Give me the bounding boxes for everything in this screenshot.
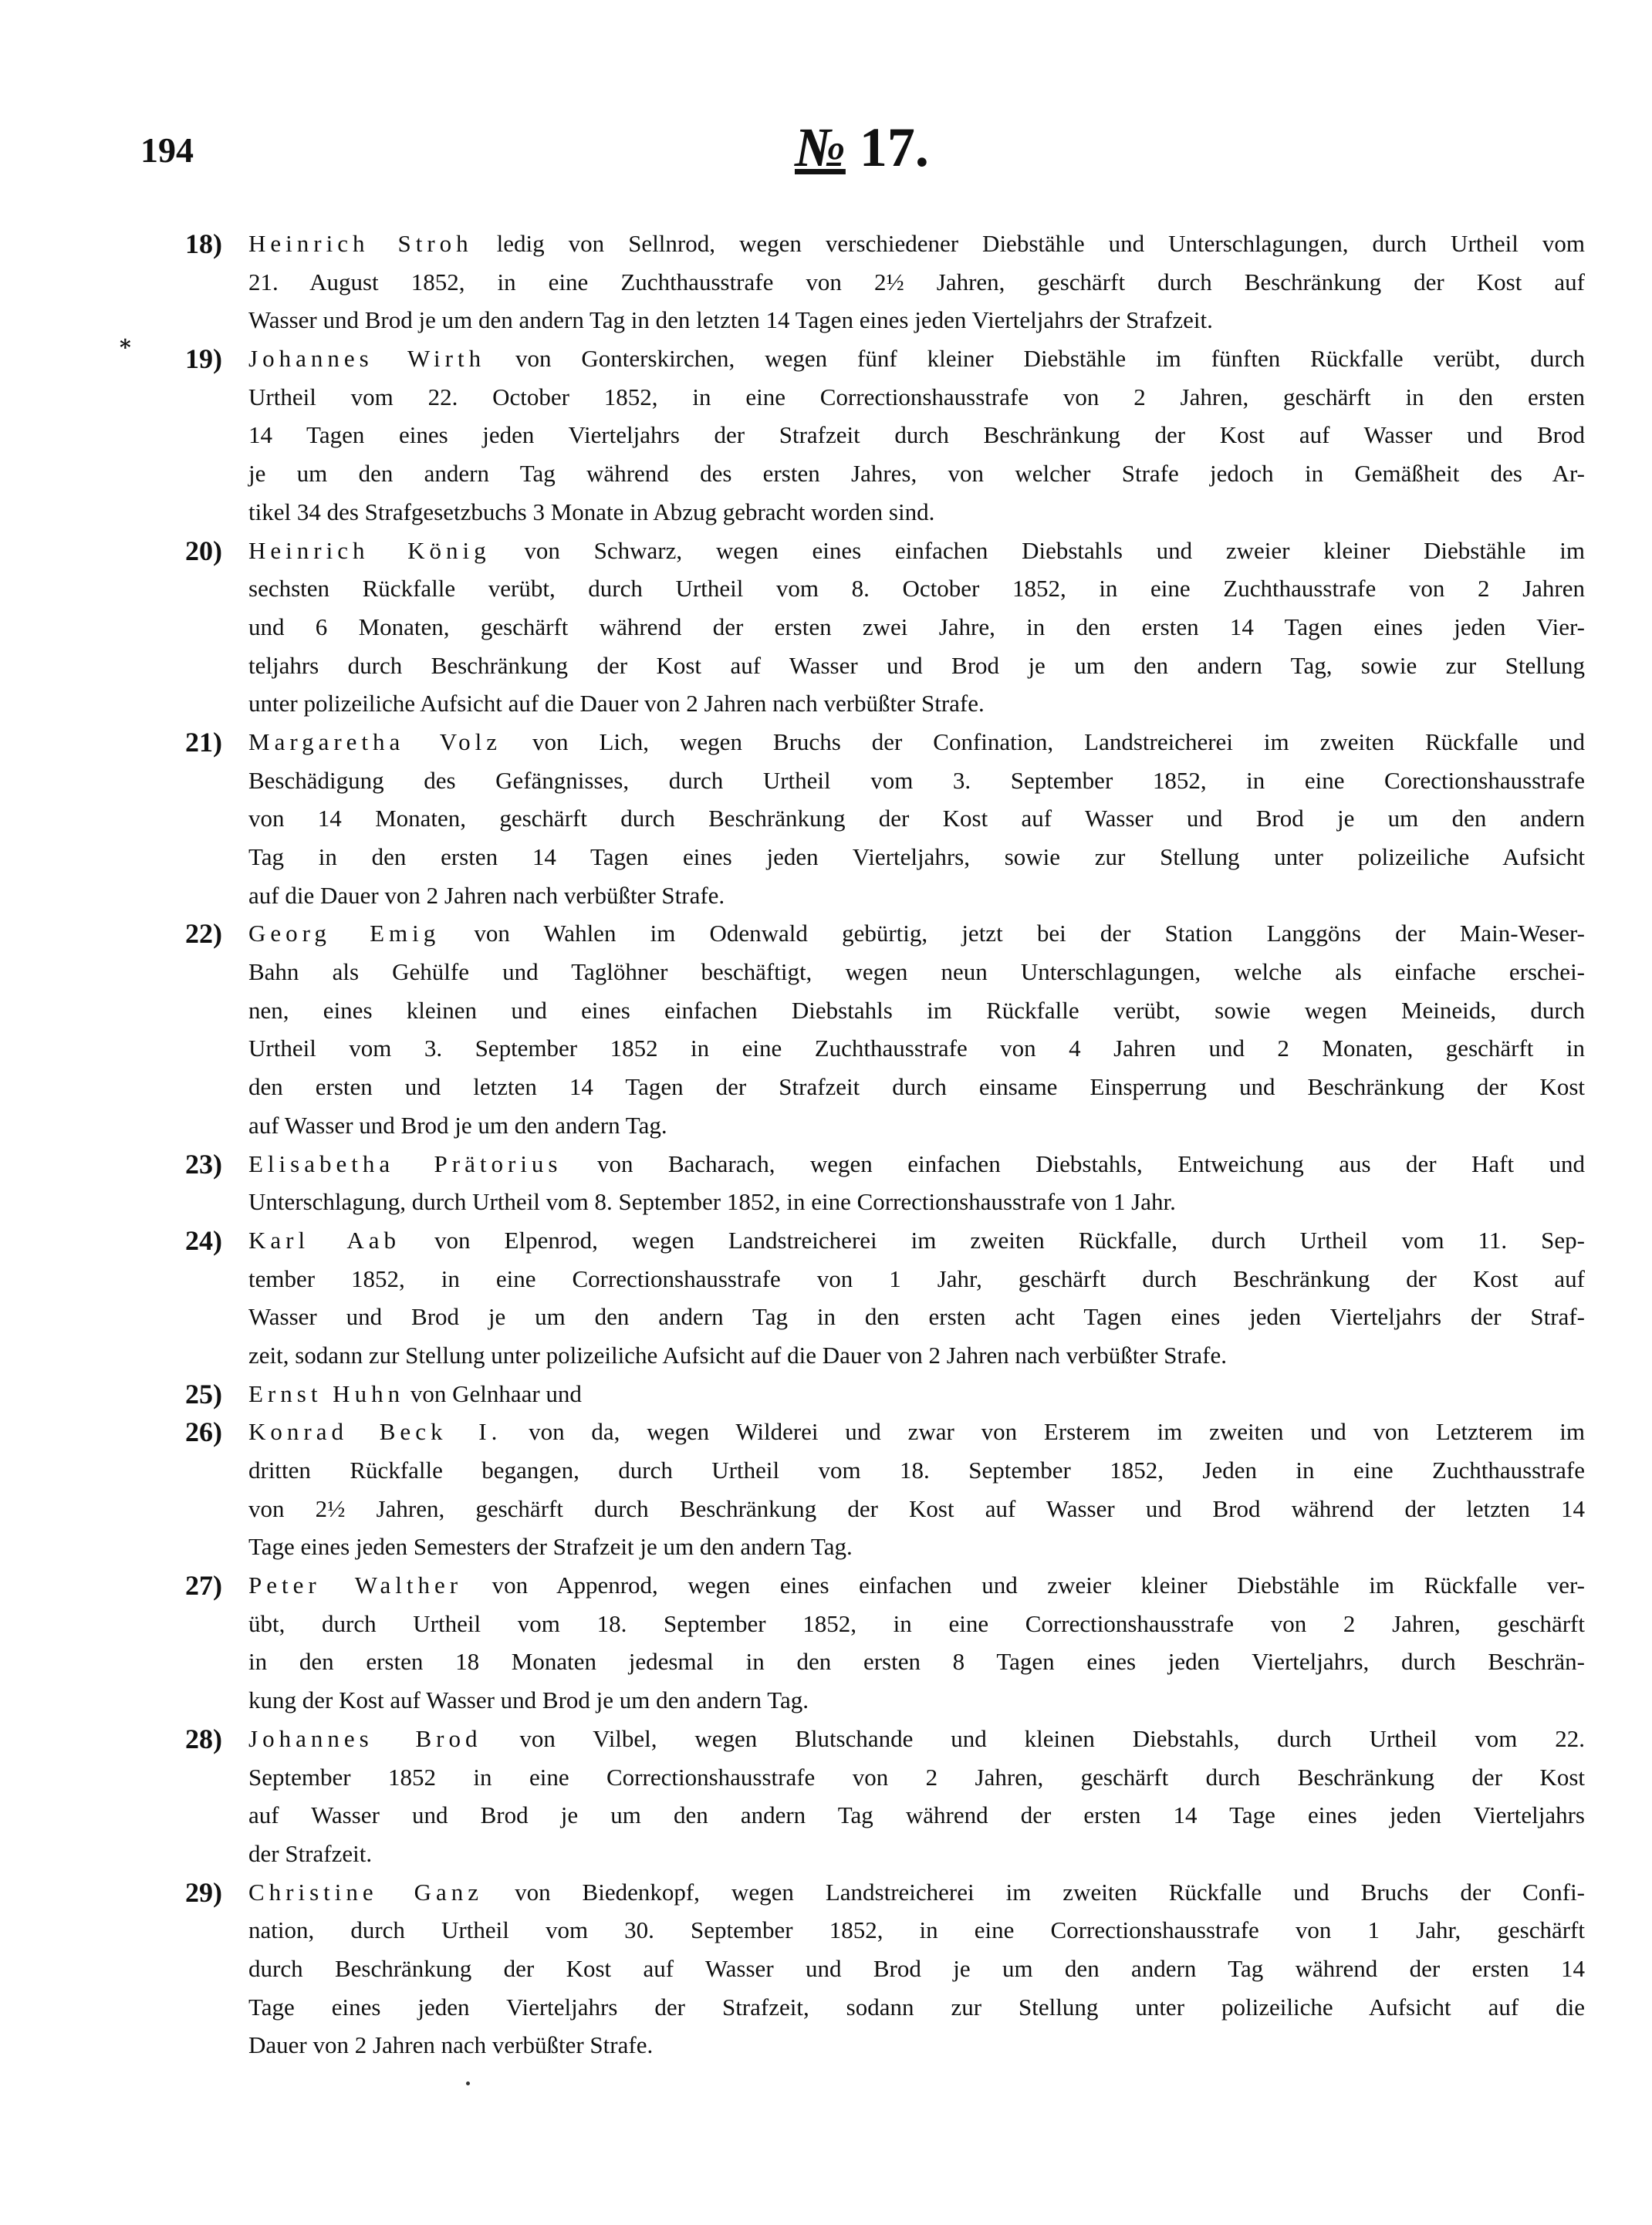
entry-text: von Vilbel, wegen Blutschande und kleinen Diebstahls, durch Urtheil vom 22. [519,1724,1585,1752]
person-name: Johannes Brod [248,1724,482,1752]
entry-text: von Gonterskirchen, wegen fünf kleiner Diebstähle im fünften Rückfalle verübt, durch [515,345,1585,373]
entry-line [248,1605,1585,1643]
entry-number: 18) [185,228,222,259]
entry-line [248,1451,1585,1490]
entry-text: übt, durch Urtheil vom 18. September 1852, in eine Correctionshausstrafe von 2 Jahren, geschärft [248,1609,1585,1637]
entry-text: tikel 34 des Strafgesetzbuchs 3 Monate in Abzug gebracht worden sind. [248,498,935,525]
entry-line [248,225,1585,263]
person-name: Konrad Beck I. [248,1418,502,1446]
entry-text: von Bacharach, wegen einfachen Diebstahls, Entweichung aus der Haft und [596,1150,1586,1177]
entry-text: von Lich, wegen Bruchs der Confination, Landstreicherei im zweiten Rückfalle und [532,728,1586,755]
entry-line [248,1988,1585,2027]
entry-line [248,838,1585,876]
entry-line [248,1528,1585,1566]
entry-number: 27) [185,1570,222,1602]
person-name: Karl Aab [248,1226,401,1254]
entry-line [248,532,1585,570]
page-number: 194 [140,130,194,170]
entry-text: von Biedenkopf, wegen Landstreicherei im zweiten Rückfalle und Bruchs der Confi- [515,1878,1586,1906]
entry-text: Tag in den ersten 14 Tagen eines jeden Vierteljahrs, sowie zur Stellung unter polizeiliche Aufsicht [248,843,1585,870]
entry-text: Urtheil vom 3. September 1852 in eine Zuchthausstrafe von 4 Jahren und 2 Monaten, geschärft in [248,1035,1585,1062]
print-speck [466,2082,470,2085]
entry-line [248,991,1585,1030]
entry-line [248,684,1585,723]
entry-text: Wasser und Brod je um den andern Tag in den ersten acht Tagen eines jeden Vierteljahrs der Straf- [248,1303,1585,1331]
list-item [0,1720,1652,1873]
entry-text: von da, wegen Wilderei und zwar von Ersterem im zweiten und von Letzterem im [529,1418,1585,1446]
person-name: Ernst Huhn [248,1379,405,1407]
entry-text: Urtheil vom 22. October 1852, in eine Correctionshausstrafe von 2 Jahren, geschärft in den ersten [248,383,1585,410]
list-item [0,1375,1652,1413]
entry-text: September 1852 in eine Correctionshausstrafe von 2 Jahren, geschärft durch Beschränkung der Kost [248,1763,1585,1791]
entry-number: 20) [185,535,222,566]
entry-line [248,1068,1585,1106]
person-name: Heinrich Stroh [248,230,473,257]
person-name: Georg Emig [248,920,441,947]
entry-line [248,378,1585,417]
issue-number-value: 17. [859,116,929,178]
entry-line [248,1950,1585,1988]
entry-mark: * [120,335,131,361]
entry-text: Dauer von 2 Jahren nach verbüßter Strafe. [248,2031,654,2059]
entry-line [248,799,1585,838]
list-item [0,1413,1652,1566]
issue-number [795,116,929,180]
entry-line [248,1720,1585,1758]
entry-text: dritten Rückfalle begangen, durch Urtheil vom 18. September 1852, Jeden in eine Zuchthausstrafe [248,1457,1585,1484]
entry-line [248,339,1585,378]
entry-text: unter polizeiliche Aufsicht auf die Dauer von 2 Jahren nach verbüßter Strafe. [248,690,985,717]
entry-text: und 6 Monaten, geschärft während der ersten zwei Jahre, in den ersten 14 Tagen eines jeden Vier- [248,613,1585,640]
entry-line [248,1566,1585,1605]
list-item [0,723,1652,914]
entry-line [248,493,1585,532]
entry-line [248,876,1585,915]
issue-prefix: № [795,116,846,178]
entry-line [248,569,1585,608]
entry-line [248,1375,1585,1413]
entry-text: von Appenrod, wegen eines einfachen und zweier kleiner Diebstähle im Rückfalle ver- [492,1572,1585,1599]
entry-text: 14 Tagen eines jeden Vierteljahrs der Strafzeit durch Beschränkung der Kost auf Wasser und Brod [248,421,1585,449]
entry-text: den ersten und letzten 14 Tagen der Strafzeit durch einsame Einsperrung und Beschränkung der Kost [248,1073,1585,1101]
entry-line [248,1911,1585,1950]
entry-line [248,1106,1585,1145]
entry-line [248,953,1585,991]
entry-line [248,1145,1585,1183]
entry-text: von 2½ Jahren, geschärft durch Beschränkung der Kost auf Wasser und Brod während der letzten 14 [248,1494,1585,1522]
entry-line [248,1758,1585,1797]
entry-line [248,1490,1585,1528]
entry-text: Tage eines jeden Vierteljahrs der Strafzeit, sodann zur Stellung unter polizeiliche Aufsicht auf die [248,1993,1585,2021]
list-item [0,1566,1652,1720]
entry-number: 23) [185,1148,222,1180]
entry-text: teljahrs durch Beschränkung der Kost auf Wasser und Brod je um den andern Tag, sowie zur Stellung [248,651,1585,679]
person-name: Elisabetha Prätorius [248,1150,562,1177]
list-item [0,914,1652,1144]
entry-line [248,263,1585,302]
entry-line [248,454,1585,493]
entry-text: von Gelnhaar und [410,1379,582,1407]
entry-line [248,1336,1585,1375]
entry-line [248,1029,1585,1068]
entry-text: in den ersten 18 Monaten jedesmal in den ersten 8 Tagen eines jeden Vierteljahrs, durch Beschrän- [248,1648,1585,1676]
entry-number: 24) [185,1224,222,1256]
entry-text: Wasser und Brod je um den andern Tag in den letzten 14 Tagen eines jeden Vierteljahrs der Strafzeit. [248,306,1213,334]
list-item [0,1873,1652,2065]
entry-number: 26) [185,1416,222,1448]
entry-text: ledig von Sellnrod, wegen verschiedener Diebstähle und Unterschlagungen, durch Urtheil vom [496,230,1585,257]
entry-text: 21. August 1852, in eine Zuchthausstrafe von 2½ Jahren, geschärft durch Beschränkung der Kost auf [248,268,1585,295]
entry-line [248,1681,1585,1720]
person-name: Heinrich König [248,536,491,564]
entry-text: je um den andern Tag während des ersten Jahres, von welcher Strafe jedoch in Gemäßheit des Ar- [248,460,1585,488]
entry-text: auf die Dauer von 2 Jahren nach verbüßter Strafe. [248,881,725,909]
entry-line [248,761,1585,800]
entry-text: Unterschlagung, durch Urtheil vom 8. September 1852, in eine Correctionshausstrafe von 1 Jahr. [248,1188,1176,1216]
person-name: Christine Ganz [248,1878,484,1906]
entry-line [248,1873,1585,1912]
list-item [0,532,1652,723]
list-item [0,335,1652,531]
entry-text: Bahn als Gehülfe und Taglöhner beschäftigt, wegen neun Unterschlagungen, welche als einfache erschei- [248,958,1585,986]
list-item [0,1145,1652,1221]
entry-number: 28) [185,1723,222,1754]
entry-number: 19) [185,343,222,375]
entry-text: nation, durch Urtheil vom 30. September 1852, in eine Correctionshausstrafe von 1 Jahr, geschärft [248,1916,1585,1944]
entry-line [248,2026,1585,2065]
entry-text: der Strafzeit. [248,1839,373,1867]
entry-text: tember 1852, in eine Correctionshausstrafe von 1 Jahr, geschärft durch Beschränkung der Kost auf [248,1264,1585,1292]
person-name: Johannes Wirth [248,345,486,373]
entry-line [248,914,1585,953]
entry-line [248,1183,1585,1221]
entry-line [248,1796,1585,1835]
entry-text: kung der Kost auf Wasser und Brod je um den andern Tag. [248,1686,809,1714]
entry-text: sechsten Rückfalle verübt, durch Urtheil vom 8. October 1852, in eine Zuchthausstrafe von 2 Jahren [248,575,1585,603]
entry-text: auf Wasser und Brod je um den andern Tag während der ersten 14 Tage eines jeden Vierteljahrs [248,1801,1585,1829]
person-name: Peter Walther [248,1572,463,1599]
entry-text: von 14 Monaten, geschärft durch Beschränkung der Kost auf Wasser und Brod je um den andern [248,805,1585,832]
entry-line [248,416,1585,454]
entry-number: 22) [185,918,222,950]
list-item [0,1221,1652,1375]
entry-text: auf Wasser und Brod je um den andern Tag. [248,1111,667,1139]
entry-text: von Elpenrod, wegen Landstreicherei im zweiten Rückfalle, durch Urtheil vom 11. Sep- [434,1226,1585,1254]
entry-line [248,1413,1585,1451]
entry-number: 25) [185,1378,222,1410]
entry-text: zeit, sodann zur Stellung unter polizeiliche Aufsicht auf die Dauer von 2 Jahren nach verbüßter Strafe. [248,1341,1227,1369]
document-body [0,225,1652,2065]
entry-number: 29) [185,1876,222,1908]
entry-line [248,1835,1585,1873]
entry-text: durch Beschränkung der Kost auf Wasser und Brod je um den andern Tag während der ersten 14 [248,1954,1585,1982]
entry-number: 21) [185,726,222,758]
entry-text: von Schwarz, wegen eines einfachen Diebstahls und zweier kleiner Diebstähle im [524,536,1586,564]
entry-line [248,1260,1585,1298]
entry-line [248,647,1585,685]
entry-line [248,1643,1585,1681]
person-name: Margaretha Volz [248,728,502,755]
entry-line [248,1221,1585,1260]
entry-text: Beschädigung des Gefängnisses, durch Urtheil vom 3. September 1852, in eine Corectionshausstrafe [248,766,1585,794]
entry-text: Tage eines jeden Semesters der Strafzeit je um den andern Tag. [248,1533,853,1561]
entry-line [248,608,1585,647]
entry-line [248,723,1585,761]
list-item [0,225,1652,339]
entry-text: nen, eines kleinen und eines einfachen Diebstahls im Rückfalle verübt, sowie wegen Meineids, durch [248,996,1585,1024]
entry-line [248,1298,1585,1336]
entry-line [248,301,1585,339]
entry-text: von Wahlen im Odenwald gebürtig, jetzt bei der Station Langgöns der Main-Weser- [474,920,1585,947]
